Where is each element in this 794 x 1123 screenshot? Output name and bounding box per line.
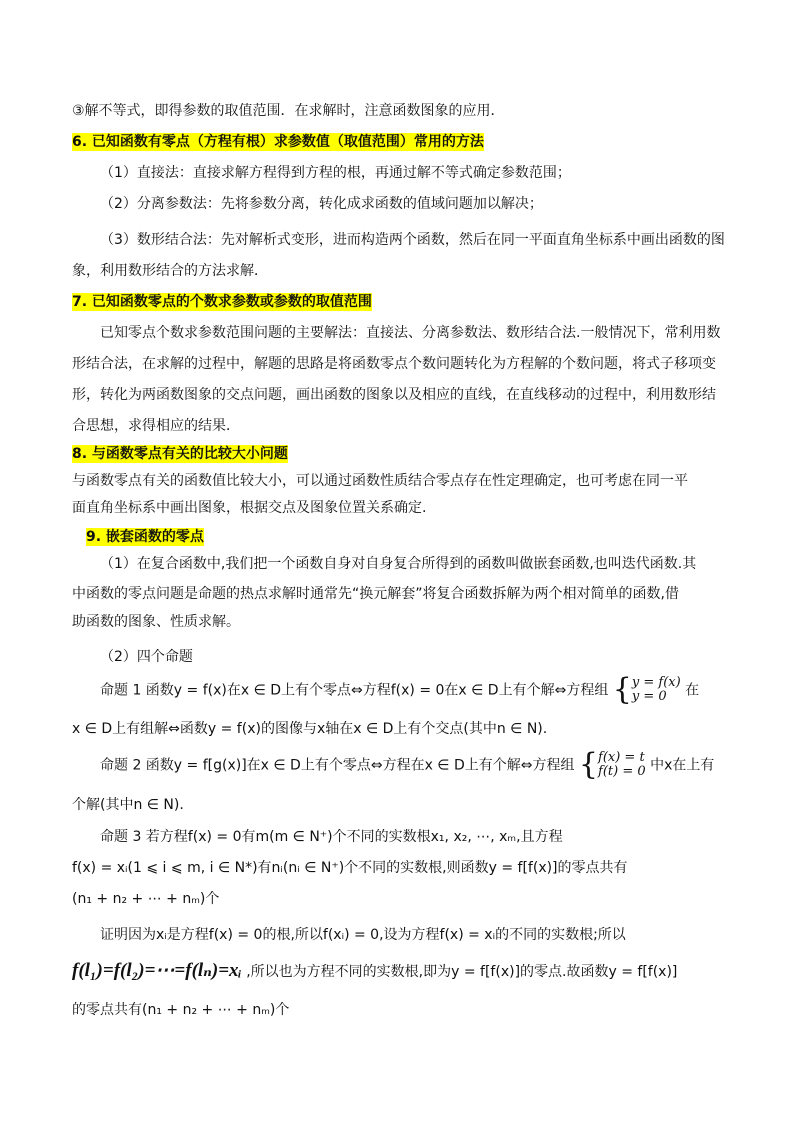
method-3-line2: 象，利用数形结合的方法求解．: [72, 263, 268, 279]
paragraph-8-line2: 面直角坐标系中画出图象，根据交点及图象位置关系确定.: [72, 500, 427, 516]
proposition-2-line2: 个解(其中n ∈ N).: [72, 797, 184, 813]
proposition-2-tail: 中x在上有: [650, 757, 715, 774]
paragraph-7-line2: 形结合法，在求解的过程中，解题的思路是将函数零点个数问题转化为方程解的个数问题，将式子移项变: [72, 356, 716, 372]
proposition-2-text: 命题 2 函数y = f[g(x)]在x ∈ D上有个零点⇔方程在x ∈ D上有个解⇔方程组: [100, 757, 575, 774]
system-row: y = 0: [631, 689, 667, 704]
paragraph-9-line3: 助函数的图象、性质求解。: [72, 614, 240, 630]
heading-text: 8. 与函数零点有关的比较大小问题: [72, 446, 288, 462]
proposition-3-line2: f(x) = xᵢ(1 ⩽ i ⩽ m, i ∈ N*)有nᵢ(nᵢ ∈ N⁺)个不同的实数根,则函数y = f[f(x)]的零点共有: [72, 860, 628, 876]
method-2: （2）分离参数法：先将参数分离，转化成求函数的值域问题加以解决；: [100, 196, 543, 212]
equation-system-1: {y = f(x) y = 0: [612, 672, 681, 707]
section-heading-7: [72, 287, 722, 318]
proposition-1-line1: [100, 672, 730, 707]
paragraph-9-line4: （2）四个命题: [100, 649, 193, 665]
heading-text: 6. 已知函数有零点（方程有根）求参数值（取值范围）常用的方法: [72, 134, 484, 150]
system-row: y = f(x): [631, 675, 681, 690]
proposition-1-text: 命题 1 函数y = f(x)在x ∈ D上有个零点⇔方程f(x) = 0在x ∈ D上有个解⇔方程组: [100, 682, 609, 699]
paragraph-8-line1: 与函数零点有关的函数值比较大小，可以通过函数性质结合零点存在性定理确定，也可考虑在同一平: [72, 473, 688, 489]
equation-system-2: {f(x) = t f(t) = 0: [578, 747, 646, 782]
proposition-1-tail: 在: [685, 682, 700, 699]
paragraph-7-line3: 形，转化为两函数图象的交点问题，画出函数的图象以及相应的直线，在直线移动的过程中，利用数形结: [72, 387, 716, 403]
proof-line2: [72, 955, 722, 988]
heading-text: 9. 嵌套函数的零点: [86, 529, 204, 545]
proposition-2-line1: [100, 747, 730, 782]
system-row: f(t) = 0: [598, 764, 646, 779]
proposition-3-line3: (n₁ + n₂ + ⋯ + nₘ)个: [72, 891, 220, 907]
proof-equation: f(l₁)=f(l₂)=⋯=f(lₙ)=xᵢ: [72, 960, 242, 981]
method-1: （1）直接法：直接求解方程得到方程的根，再通过解不等式确定参数范围；: [100, 165, 571, 181]
heading-text: 7. 已知函数零点的个数求参数或参数的取值范围: [72, 294, 372, 310]
paragraph-7-line4: 合思想，求得相应的结果．: [72, 418, 240, 434]
proposition-1-line2: x ∈ D上有组解⇔函数y = f(x)的图像与x轴在x ∈ D上有个交点(其中n ∈ N).: [72, 721, 548, 737]
proof-text: ,所以也为方程不同的实数根,即为y = f[f(x)]的零点.故函数y = f[f(x)]: [246, 964, 678, 980]
method-3-line1: （3）数形结合法：先对解析式变形，进而构造两个函数，然后在同一平面直角坐标系中画出函数的图: [100, 232, 725, 248]
section-heading-6: [72, 127, 722, 158]
proposition-3-line1: 命题 3 若方程f(x) = 0有m(m ∈ N⁺)个不同的实数根x₁, x₂, ⋯, xₘ,且方程: [100, 829, 563, 845]
proof-line3: 的零点共有(n₁ + n₂ + ⋯ + nₘ)个: [72, 1002, 290, 1018]
paragraph-7-line1: 已知零点个数求参数范围问题的主要解法：直接法、分离参数法、数形结合法.一般情况下，常利用数: [100, 325, 721, 341]
text-line: ③解不等式，即得参数的取值范围．在求解时，注意函数图象的应用．: [72, 103, 505, 119]
paragraph-9-line2: 中函数的零点问题是命题的热点求解时通常先“换元解套”将复合函数拆解为两个相对简单的函数,借: [72, 586, 679, 602]
system-row: f(x) = t: [598, 750, 645, 765]
paragraph-9-line1: （1）在复合函数中,我们把一个函数自身对自身复合所得到的函数叫做嵌套函数,也叫迭代函数.其: [100, 556, 697, 572]
proof-line1: 证明因为xᵢ是方程f(x) = 0的根,所以f(xᵢ) = 0,设为方程f(x) = xᵢ的不同的实数根;所以: [100, 927, 626, 943]
